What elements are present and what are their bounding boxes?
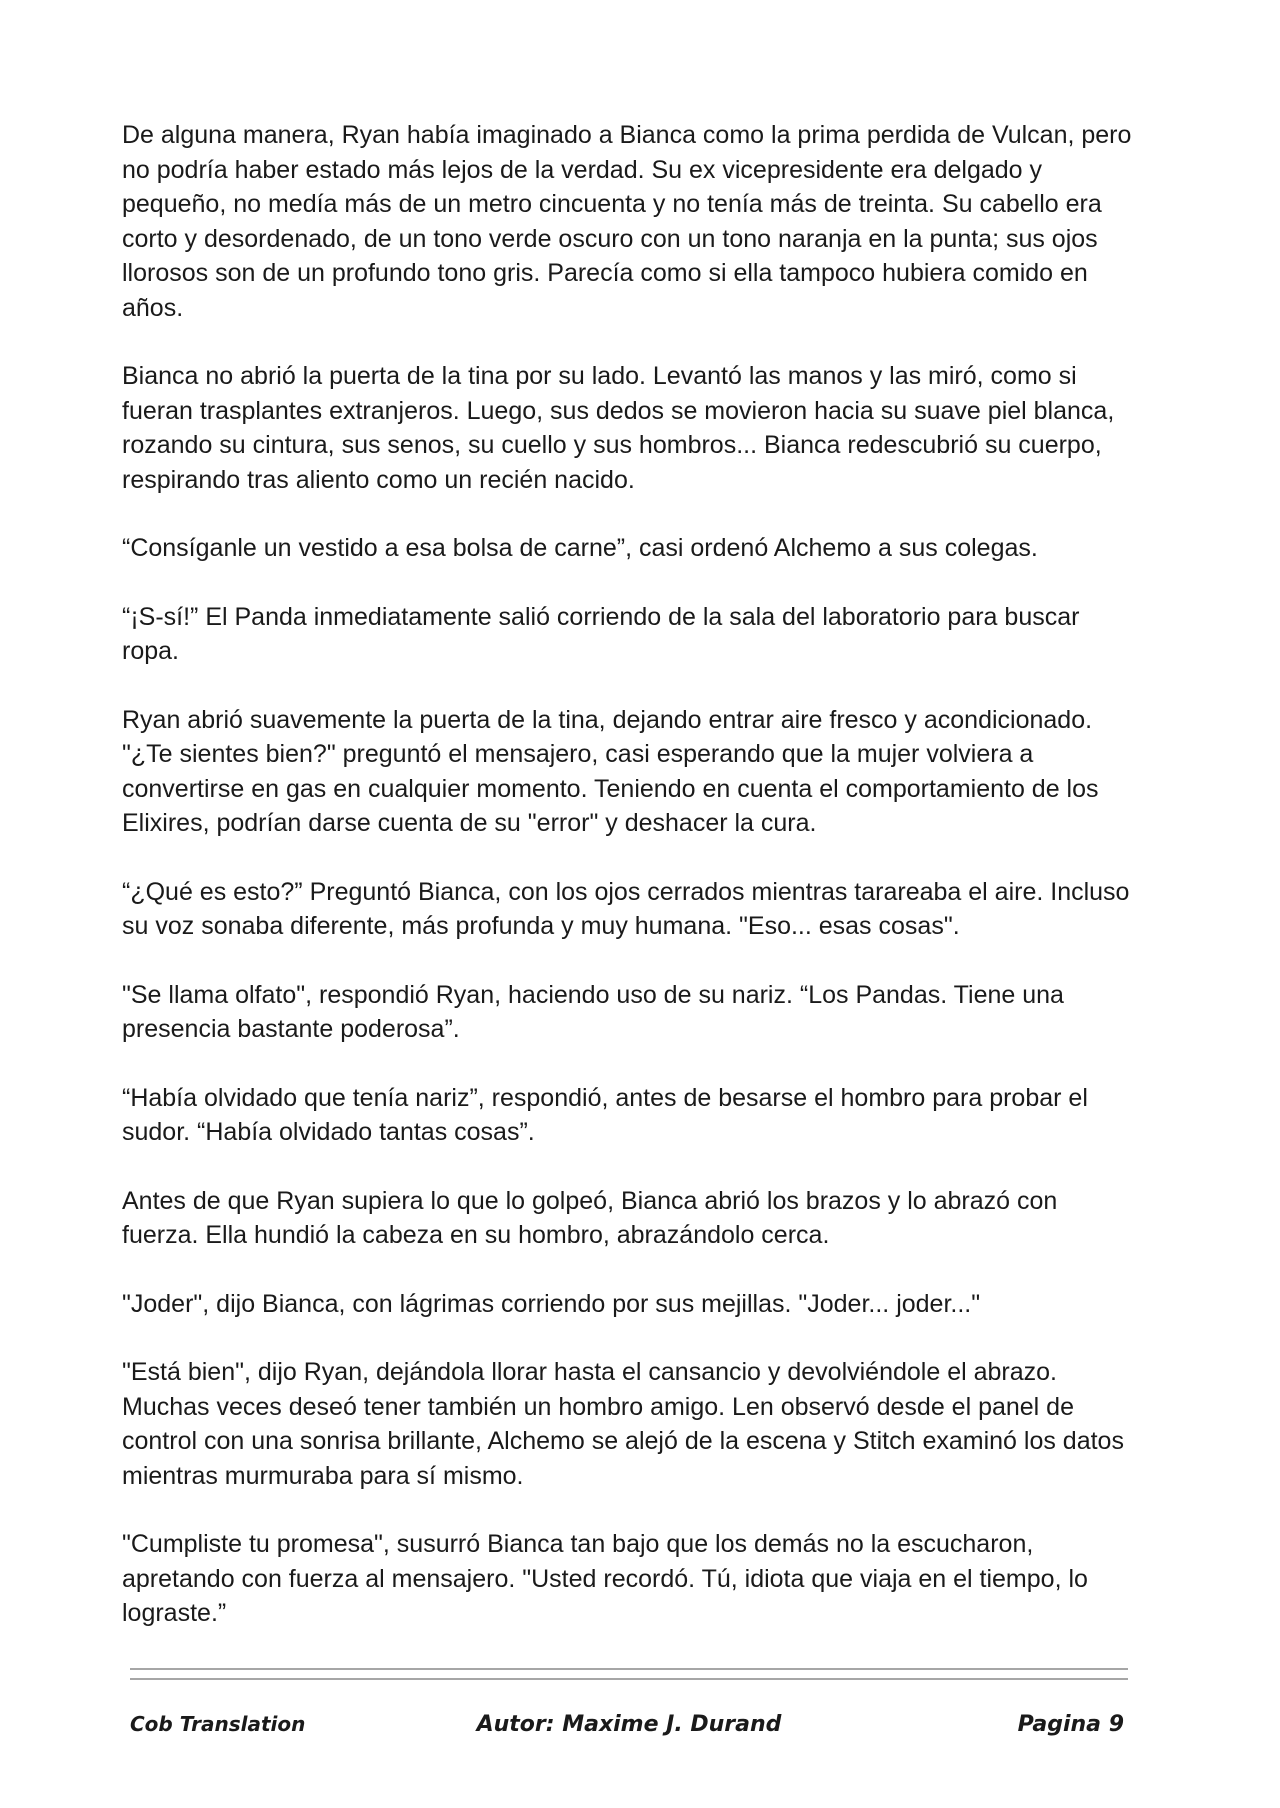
footer-translator: Cob Translation xyxy=(130,1712,306,1736)
footer-divider-top xyxy=(130,1668,1128,1670)
body-text xyxy=(122,118,1132,1665)
paragraph: De alguna manera, Ryan había imaginado a Bianca como la prima perdida de Vulcan, pero no podría haber estado más lejos de la verdad. Su ex vicepresidente era delgado y pequeño, no medía más de un metro cincuenta y no tenía más de treinta. Su cabello era corto y desordenado, de un tono verde oscuro con un tono naranja en la punta; sus ojos llorosos son de un profundo tono gris. Parecía como si ella tampoco hubiera comido en años. xyxy=(122,121,1132,322)
paragraph: Antes de que Ryan supiera lo que lo golpeó, Bianca abrió los brazos y lo abrazó con fuerza. Ella hundió la cabeza en su hombro, abrazándolo cerca. xyxy=(122,1186,1058,1249)
page-footer xyxy=(130,1712,1128,1744)
paragraph: “Había olvidado que tenía nariz”, respondió, antes de besarse el hombro para probar el sudor. “Había olvidado tantas cosas”. xyxy=(122,1083,1088,1146)
paragraph: “Consíganle un vestido a esa bolsa de carne”, casi ordenó Alchemo a sus colegas. xyxy=(122,534,1038,562)
paragraph: "Se llama olfato", respondió Ryan, haciendo uso de su nariz. “Los Pandas. Tiene una presencia bastante poderosa”. xyxy=(122,980,1064,1043)
paragraph: Ryan abrió suavemente la puerta de la tina, dejando entrar aire fresco y acondicionado. "¿Te sientes bien?" preguntó el mensajero, casi esperando que la mujer volviera a convertirse en gas en cualquier momento. Teniendo en cuenta el comportamiento de los Elixires, podrían darse cuenta de su "error" y deshacer la cura. xyxy=(122,705,1099,837)
footer-divider-bottom xyxy=(130,1678,1128,1680)
paragraph: "Cumpliste tu promesa", susurró Bianca tan bajo que los demás no la escucharon, apretando con fuerza al mensajero. "Usted recordó. Tú, idiota que viaja en el tiempo, lo lograste.” xyxy=(122,1530,1088,1627)
paragraph: "Joder", dijo Bianca, con lágrimas corriendo por sus mejillas. "Joder... joder..." xyxy=(122,1289,981,1318)
paragraph: Bianca no abrió la puerta de la tina por su lado. Levantó las manos y las miró, como si fueran trasplantes extranjeros. Luego, sus dedos se movieron hacia su suave piel blanca, rozando su cintura, sus senos, su cuello y sus hombros... Bianca redescubrió su cuerpo, respirando tras aliento como un recién nacido. xyxy=(122,362,1115,494)
paragraph: “¿Qué es esto?” Preguntó Bianca, con los ojos cerrados mientras tarareaba el aire. Incluso su voz sonaba diferente, más profunda y muy humana. "Eso... esas cosas". xyxy=(122,877,1130,940)
paragraph: “¡S-sí!” El Panda inmediatamente salió corriendo de la sala del laboratorio para buscar ropa. xyxy=(122,602,1080,665)
footer-page-number: Pagina 9 xyxy=(1017,1712,1124,1737)
footer-author: Autor: Maxime J. Durand xyxy=(476,1712,782,1737)
paragraph: "Está bien", dijo Ryan, dejándola llorar hasta el cansancio y devolviéndole el abrazo. Muchas veces deseó tener también un hombro amigo. Len observó desde el panel de control con una sonrisa brillante, Alchemo se alejó de la escena y Stitch examinó los datos mientras murmuraba para sí mismo. xyxy=(122,1358,1124,1490)
